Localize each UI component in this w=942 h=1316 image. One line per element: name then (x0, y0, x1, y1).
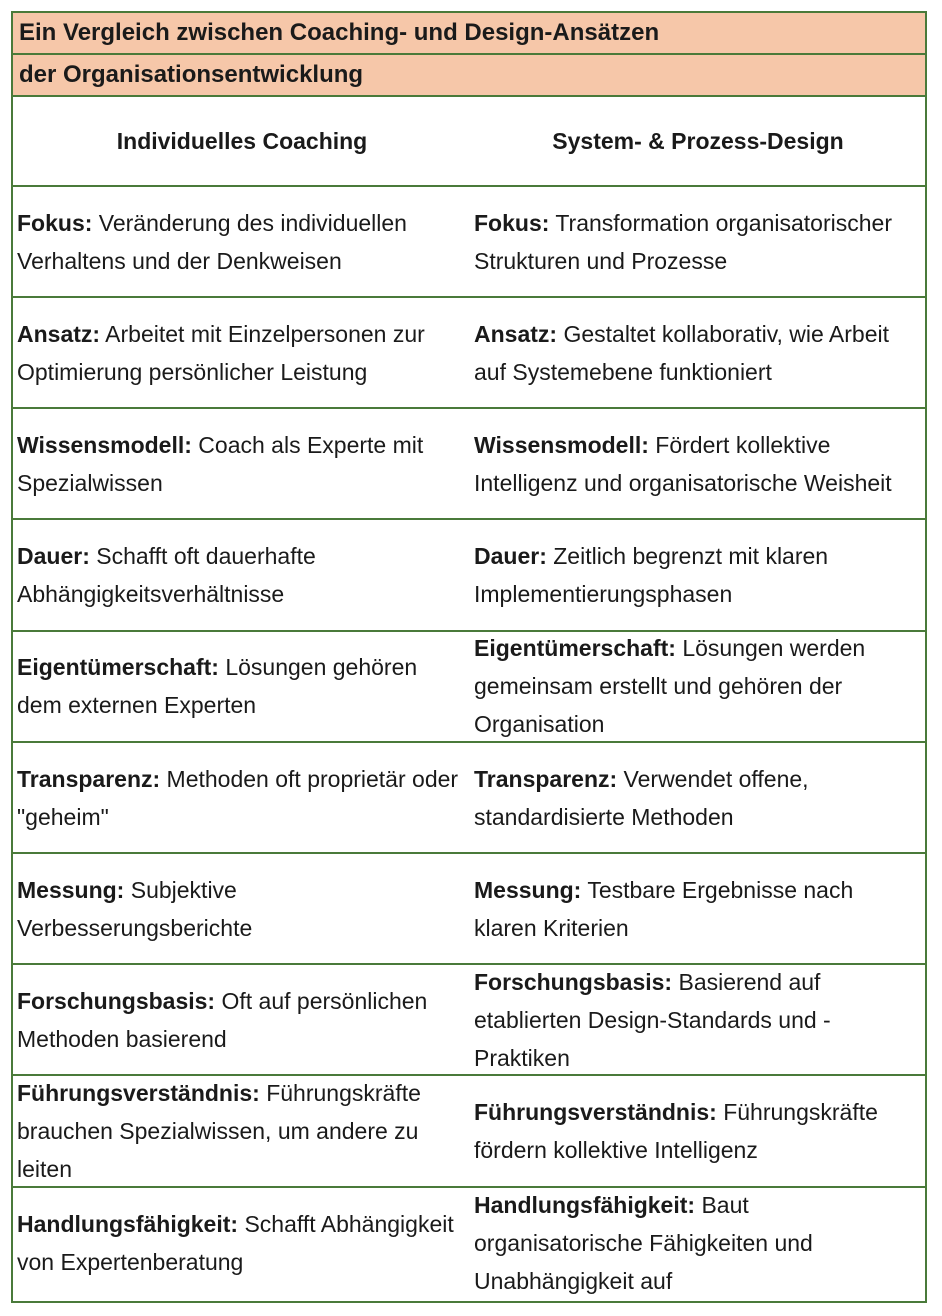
criterion-label: Dauer: (474, 543, 547, 570)
cell-individual-coaching (13, 854, 471, 963)
cell-system-process-design (474, 1077, 924, 1186)
cell-content (474, 1186, 920, 1300)
criterion-text: Coach als Experte mit Spezialwissen (17, 431, 424, 496)
criterion-label: Eigentümerschaft: (474, 635, 676, 662)
cell-individual-coaching (13, 409, 471, 518)
cell-content (17, 426, 467, 502)
criterion-text: Methoden oft proprietär oder "geheim" (17, 765, 459, 830)
criterion-text: Basierend auf etablierten Design-Standards und -Praktiken (474, 968, 831, 1071)
comparison-table (11, 11, 927, 1303)
criterion-label: Messung: (474, 876, 582, 903)
criterion-text: Schafft oft dauerhafte Abhängigkeitsverhältnisse (17, 543, 316, 608)
criterion-text: Lösungen gehören dem externen Experten (17, 654, 418, 719)
column-header-system-process-design: System- & Prozess-Design (552, 127, 844, 154)
table-row (13, 965, 925, 1076)
criterion-label: Handlungsfähigkeit: (474, 1192, 696, 1219)
cell-content (17, 204, 467, 280)
cell-content (474, 629, 920, 743)
title-line-2: der Organisationsentwicklung (13, 55, 925, 97)
criterion-text: Arbeitet mit Einzelpersonen zur Optimierung persönlicher Leistung (17, 320, 425, 385)
cell-content (474, 426, 920, 502)
table-row (13, 521, 925, 632)
criterion-text: Baut organisatorische Fähigkeiten und Unabhängigkeit auf (474, 1192, 813, 1295)
title-line-1: Ein Vergleich zwischen Coaching- und Design-Ansätzen (13, 13, 925, 55)
cell-system-process-design (474, 854, 924, 963)
cell-individual-coaching (13, 1188, 471, 1299)
criterion-text: Veränderung des individuellen Verhaltens und der Denkweisen (17, 209, 407, 274)
criterion-label: Eigentümerschaft: (17, 654, 219, 681)
table-row (13, 1077, 925, 1188)
cell-content (474, 315, 920, 391)
column-header-individual-coaching: Individuelles Coaching (116, 127, 368, 154)
criterion-label: Führungsverständnis: (17, 1080, 260, 1107)
table-row (13, 187, 925, 298)
criterion-label: Wissensmodell: (17, 431, 192, 458)
cell-content (474, 963, 920, 1077)
cell-content (474, 871, 920, 947)
criterion-label: Messung: (17, 876, 125, 903)
criterion-text: Oft auf persönlichen Methoden basierend (17, 987, 428, 1052)
cell-content (474, 1093, 920, 1169)
criterion-label: Handlungsfähigkeit: (17, 1211, 239, 1238)
criterion-text: Transformation organisatorischer Strukturen und Prozesse (474, 209, 892, 274)
cell-content (17, 648, 467, 724)
criterion-label: Wissensmodell: (474, 431, 649, 458)
cell-content (17, 871, 467, 947)
table-row (13, 1188, 925, 1299)
column-header-row (13, 97, 925, 187)
cell-individual-coaching (13, 1077, 471, 1186)
cell-content (17, 537, 467, 613)
cell-system-process-design (474, 632, 924, 741)
criterion-text: Verwendet offene, standardisierte Methoden (474, 765, 809, 830)
table-row (13, 854, 925, 965)
cell-content (474, 537, 920, 613)
criterion-text: Führungskräfte fördern kollektive Intelligenz (474, 1099, 878, 1164)
cell-content (17, 1205, 467, 1281)
cell-individual-coaching (13, 965, 471, 1074)
criterion-label: Transparenz: (17, 765, 161, 792)
cell-individual-coaching (13, 298, 471, 407)
table-row (13, 409, 925, 520)
criterion-label: Forschungsbasis: (17, 987, 216, 1014)
cell-content (17, 760, 467, 836)
criterion-text: Zeitlich begrenzt mit klaren Implementierungsphasen (474, 543, 829, 608)
cell-individual-coaching (13, 187, 471, 296)
criterion-text: Subjektive Verbesserungsberichte (17, 876, 253, 941)
cell-system-process-design (474, 1188, 924, 1299)
cell-system-process-design (474, 187, 924, 296)
table-row (13, 743, 925, 854)
cell-content (17, 1074, 467, 1188)
criterion-label: Ansatz: (17, 320, 101, 347)
criterion-text: Lösungen werden gemeinsam erstellt und gehören der Organisation (474, 635, 866, 738)
cell-individual-coaching (13, 521, 471, 630)
criterion-text: Führungskräfte brauchen Spezialwissen, um andere zu leiten (17, 1080, 421, 1183)
criterion-label: Forschungsbasis: (474, 968, 673, 995)
cell-system-process-design (474, 521, 924, 630)
criterion-text: Testbare Ergebnisse nach klaren Kriterien (474, 876, 854, 941)
criterion-label: Dauer: (17, 543, 90, 570)
cell-system-process-design (474, 965, 924, 1074)
criterion-label: Führungsverständnis: (474, 1099, 717, 1126)
criterion-label: Ansatz: (474, 320, 558, 347)
cell-system-process-design (474, 409, 924, 518)
cell-content (17, 315, 467, 391)
cell-individual-coaching (13, 743, 471, 852)
criterion-label: Transparenz: (474, 765, 618, 792)
criterion-label: Fokus: (474, 209, 550, 236)
table-row (13, 298, 925, 409)
criterion-text: Schafft Abhängigkeit von Expertenberatung (17, 1211, 454, 1276)
table-row (13, 632, 925, 743)
cell-system-process-design (474, 743, 924, 852)
criterion-label: Fokus: (17, 209, 93, 236)
criterion-text: Fördert kollektive Intelligenz und organisatorische Weisheit (474, 431, 892, 496)
cell-content (474, 760, 920, 836)
cell-system-process-design (474, 298, 924, 407)
criterion-text: Gestaltet kollaborativ, wie Arbeit auf Systemebene funktioniert (474, 320, 890, 385)
cell-individual-coaching (13, 632, 471, 741)
cell-content (17, 982, 467, 1058)
cell-content (474, 204, 920, 280)
